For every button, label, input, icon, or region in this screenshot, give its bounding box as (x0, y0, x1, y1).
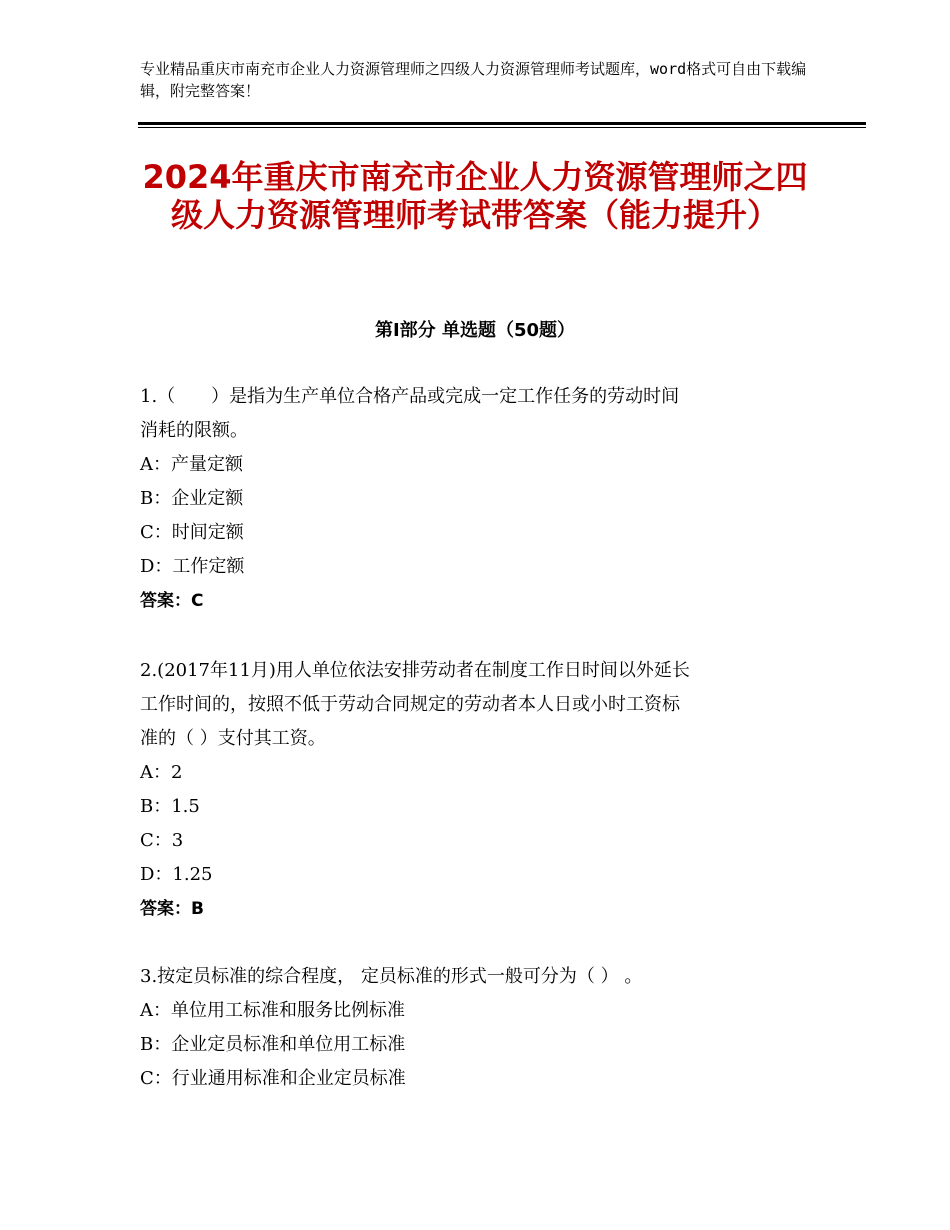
question-3 (140, 960, 820, 1096)
question-stem-line: 2.(2017年11月)用人单位依法安排劳动者在制度工作日时间以外延长 (140, 660, 690, 681)
option-c: C：3 (140, 830, 184, 851)
question-stem-line: 准的（ ）支付其工资。 (140, 728, 326, 749)
answer: 答案：B (140, 899, 204, 919)
question-stem-line: 消耗的限额。 (140, 420, 248, 441)
option-d: D：1.25 (140, 864, 213, 885)
option-d: D：工作定额 (140, 556, 245, 577)
header-rule-thin (138, 127, 866, 128)
question-2 (140, 654, 820, 926)
answer: 答案：C (140, 591, 204, 611)
option-b: B：1.5 (140, 796, 200, 817)
question-stem-line: 3.按定员标准的综合程度， 定员标准的形式一般可分为（ ） 。 (140, 966, 643, 987)
option-c: C：时间定额 (140, 522, 244, 543)
option-a: A：产量定额 (140, 454, 243, 475)
header-note: 专业精品重庆市南充市企业人力资源管理师之四级人力资源管理师考试题库，word格式可自由下载编辑，附完整答案！ (140, 60, 807, 100)
option-a: A：2 (140, 762, 183, 783)
section-title: 第Ⅰ部分 单选题（50题） (374, 320, 575, 341)
option-c: C：行业通用标准和企业定员标准 (140, 1068, 406, 1089)
document-title: 2024年重庆市南充市企业人力资源管理师之四级人力资源管理师考试带答案（能力提升） (142, 158, 808, 234)
header-rule-thick (138, 122, 866, 125)
option-b: B：企业定额 (140, 488, 244, 509)
option-b: B：企业定员标准和单位用工标准 (140, 1034, 406, 1055)
question-stem-line: 1.（ ）是指为生产单位合格产品或完成一定工作任务的劳动时间 (140, 386, 680, 407)
question-stem-line: 工作时间的，按照不低于劳动合同规定的劳动者本人日或小时工资标 (140, 694, 680, 715)
question-1 (140, 380, 820, 618)
option-a: A：单位用工标准和服务比例标准 (140, 1000, 405, 1021)
